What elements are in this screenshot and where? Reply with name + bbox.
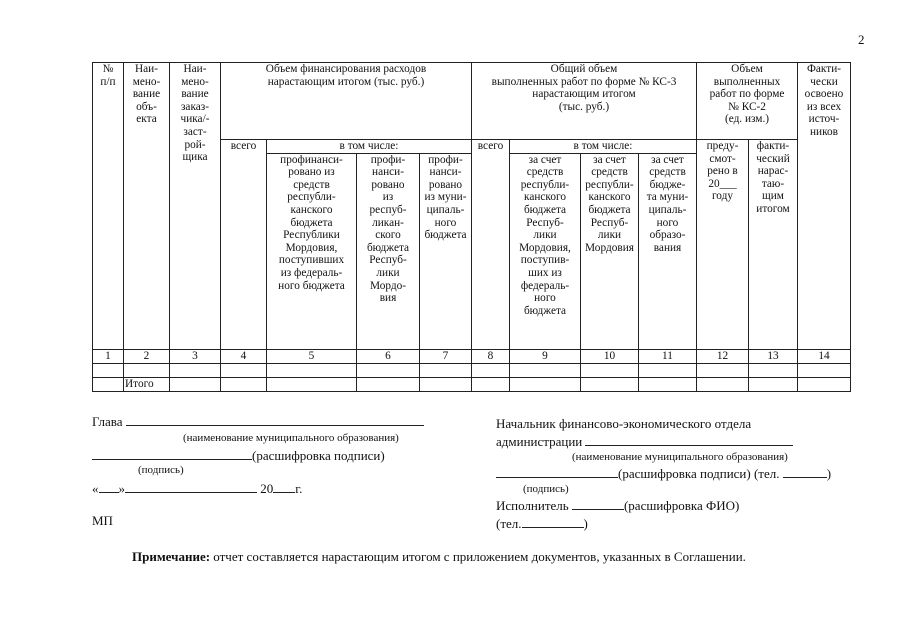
left-signature-line: [92, 447, 252, 460]
head-line: [92, 413, 424, 430]
year-line: [273, 480, 295, 493]
column-number: 9: [510, 349, 581, 363]
header-fin-sub1: профинанси- ровано из средств республи- канского бюджета Республики Мордовия, поступивших из федераль- ного бюджета: [267, 153, 357, 349]
column-number: 14: [798, 349, 851, 363]
table-cell: [420, 377, 472, 391]
right-org-hint: (наименование муниципального образования): [572, 451, 788, 463]
table-cell: [639, 377, 697, 391]
table-cell: [267, 363, 357, 377]
date-day-line: [99, 480, 119, 493]
left-signature-hint: (подпись): [138, 464, 184, 476]
table-cell: [93, 363, 124, 377]
header-work-ks3-group: Общий объем выполненных работ по форме № КС-3 нарастающим итогом (тыс. руб.): [472, 63, 697, 140]
executor-label: Исполнитель: [496, 498, 569, 513]
head-signature-line: [126, 413, 424, 426]
column-number: 12: [697, 349, 749, 363]
column-number: 8: [472, 349, 510, 363]
note: [132, 549, 746, 565]
table-cell: [472, 377, 510, 391]
note-text: отчет составляется нарастающим итогом с приложением документов, указанных в Соглашении.: [210, 549, 746, 564]
header-customer-name: Наи- мено- вание заказ- чика/- заст- рой- щика: [170, 63, 221, 350]
table-cell: [749, 377, 798, 391]
head-label: Глава: [92, 414, 123, 429]
header-num: № п/п: [93, 63, 124, 350]
table-cell: [697, 363, 749, 377]
table-cell: [798, 377, 851, 391]
header-work-sub2: за счет средств республи- канского бюджета Респуб- лики Мордовия: [581, 153, 639, 349]
table-cell: [510, 377, 581, 391]
table-cell: [170, 377, 221, 391]
column-number: 2: [124, 349, 170, 363]
column-number-row: [93, 349, 851, 363]
table-cell: [221, 363, 267, 377]
column-number: 10: [581, 349, 639, 363]
right-signature-line: [496, 465, 618, 478]
empty-data-row: [93, 363, 851, 377]
header-fin-sub2: профи- нанси- ровано из респуб- ликан- ского бюджета Респуб- лики Мордо- вия: [357, 153, 420, 349]
executor-line: [496, 497, 739, 514]
right-decoding-label: (расшифровка подписи) (тел.: [618, 466, 780, 481]
right-decoding-line: [496, 465, 831, 482]
table-cell: [639, 363, 697, 377]
column-number: 5: [267, 349, 357, 363]
column-number: 6: [357, 349, 420, 363]
column-number: 3: [170, 349, 221, 363]
table-cell: [581, 377, 639, 391]
executor-phone-line: [496, 515, 588, 532]
header-work-ks2-group: Объем выполненных работ по форме № КС-2 (ед. изм.): [697, 63, 798, 140]
column-number: 4: [221, 349, 267, 363]
total-row: [93, 377, 851, 391]
column-number: 11: [639, 349, 697, 363]
table-cell: [267, 377, 357, 391]
right-title-line2: [496, 433, 793, 450]
table-cell: [749, 363, 798, 377]
left-decoding-line: [92, 447, 385, 464]
table-cell: [221, 377, 267, 391]
right-close-paren: ): [826, 466, 832, 481]
header-work-sub3: за счет средств бюдже- та муни- ципаль- ного образо- вания: [639, 153, 697, 349]
executor-phone-open: (тел.: [496, 516, 522, 531]
table-cell: [510, 363, 581, 377]
header-total-fin: всего: [221, 140, 267, 350]
right-signature-hint: (подпись): [523, 483, 569, 495]
table-cell: [798, 363, 851, 377]
note-label: Примечание:: [132, 549, 211, 564]
year-prefix: 20: [260, 481, 274, 496]
executor-decoding-label: (расшифровка ФИО): [623, 498, 740, 513]
date-open-quote: «: [92, 481, 99, 496]
header-ks2-planned: преду- смот- рено в 20___ году: [697, 140, 749, 350]
executor-phone-blank: [522, 515, 584, 528]
header-financing-group: Объем финансирования расходов нарастающим итогом (тыс. руб.): [221, 63, 472, 140]
executor-phone-close: ): [583, 516, 588, 531]
column-number: 13: [749, 349, 798, 363]
table-cell: [472, 363, 510, 377]
table-cell: [357, 363, 420, 377]
header-including-work: в том числе:: [510, 140, 697, 154]
header-work-sub1: за счет средств республи- канского бюджета Респуб- лики Мордовия, поступив- ших из федераль- ного бюджета: [510, 153, 581, 349]
date-month-line: [125, 480, 257, 493]
left-decoding-label: (расшифровка подписи): [252, 448, 385, 463]
table-cell: [357, 377, 420, 391]
header-fin-sub3: профи- нанси- ровано из муни- ципаль- ного бюджета: [420, 153, 472, 349]
right-title-line1: Начальник финансово-экономического отдела: [496, 416, 752, 431]
table-cell: [581, 363, 639, 377]
report-table: [92, 62, 851, 392]
table-cell: [697, 377, 749, 391]
column-number: 1: [93, 349, 124, 363]
header-total-work: всего: [472, 140, 510, 350]
executor-sign-line: [572, 497, 624, 510]
page-number: 2: [858, 32, 865, 47]
table-cell: [124, 363, 170, 377]
header-object-name: Наи- мено- вание объ- екта: [124, 63, 170, 350]
table-cell: [420, 363, 472, 377]
left-date-line: [92, 480, 302, 497]
table-cell: [170, 363, 221, 377]
table-cell: [93, 377, 124, 391]
header-actual-mastered: Факти- чески освоено из всех источ- ников: [798, 63, 851, 350]
date-close-quote: »: [118, 481, 125, 496]
header-including-fin: в том числе:: [267, 140, 472, 154]
column-number: 7: [420, 349, 472, 363]
head-hint: (наименование муниципального образования): [183, 432, 399, 444]
total-label: Итого: [124, 377, 170, 391]
right-phone-line: [783, 465, 827, 478]
stamp-label: МП: [92, 513, 113, 528]
right-org-line: [585, 433, 793, 446]
header-ks2-actual: факти- ческий нарас- таю- щим итогом: [749, 140, 798, 350]
year-suffix: г.: [295, 481, 303, 496]
right-title-admin: администрации: [496, 434, 583, 449]
